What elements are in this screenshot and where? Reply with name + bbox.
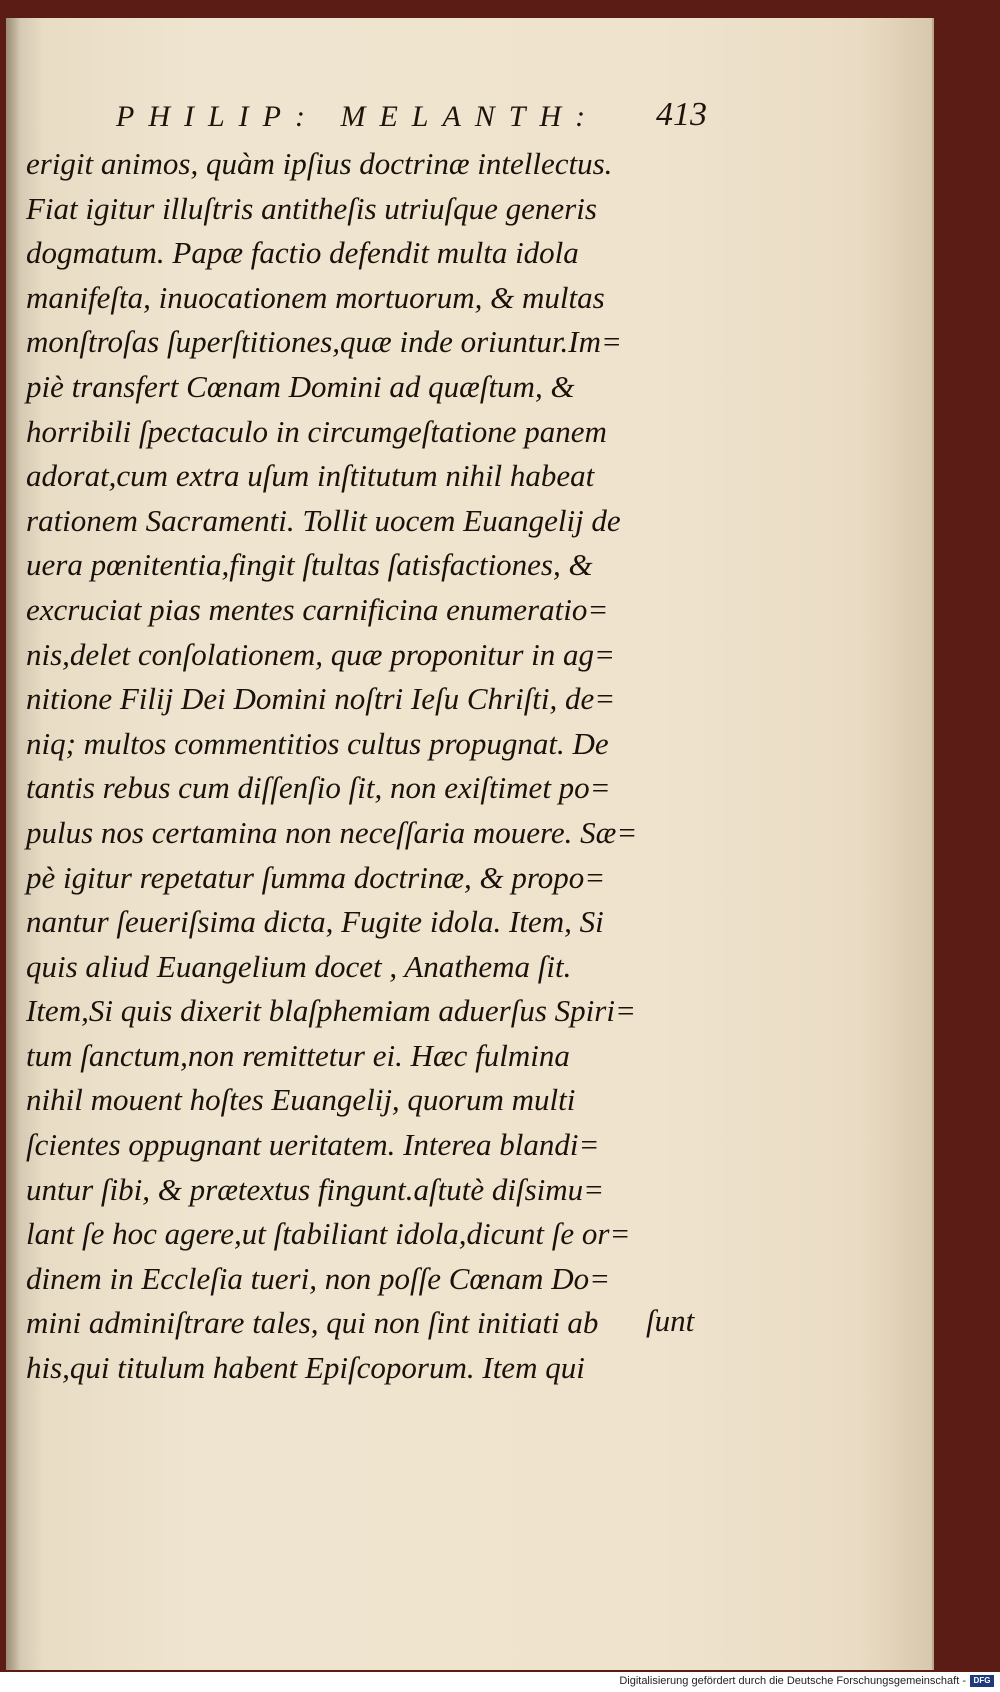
binding-edge bbox=[6, 18, 20, 1670]
text-line: uera pœnitentia,fingit ſtultas ſatisfactiones, & bbox=[26, 547, 593, 583]
text-line: monſtroſas ſuperſtitiones,quæ inde oriuntur.Im= bbox=[26, 324, 622, 360]
text-line: ſcientes oppugnant ueritatem. Interea blandi= bbox=[26, 1127, 600, 1163]
text-line: untur ſibi, & prætextus fingunt.aſtutè diſsimu= bbox=[26, 1171, 605, 1207]
text-line: nihil mouent hoſtes Euangelij, quorum multi bbox=[26, 1082, 576, 1118]
footer-credit: Digitalisierung gefördert durch die Deutsche Forschungsgemeinschaft - bbox=[619, 1675, 966, 1687]
text-line: erigit animos, quàm ipſius doctrinæ intellectus. bbox=[26, 146, 613, 181]
text-line: pè igitur repetatur ſumma doctrinæ, & propo= bbox=[26, 859, 606, 895]
catchword: ſunt bbox=[646, 1303, 695, 1338]
text-line: tum ſanctum,non remittetur ei. Hæc fulmina bbox=[26, 1037, 570, 1073]
text-line: rationem Sacramenti. Tollit uocem Euangelij de bbox=[26, 502, 621, 538]
page-number: 413 bbox=[656, 96, 707, 133]
body-text bbox=[26, 142, 726, 1391]
text-line: adorat,cum extra uſum inſtitutum nihil habeat bbox=[26, 458, 595, 494]
text-line: piè transfert Cœnam Domini ad quæſtum, & bbox=[26, 368, 575, 404]
text-line: niq; multos commentitios cultus propugnat. De bbox=[26, 725, 609, 761]
running-head: PHILIP: MELANTH: bbox=[116, 100, 600, 133]
text-line: nis,delet conſolationem, quæ proponitur in ag= bbox=[26, 636, 615, 672]
text-line: his,qui titulum habent Epiſcoporum. Item qui bbox=[26, 1350, 585, 1386]
text-line: nitione Filij Dei Domini noſtri Ieſu Chriſti, de= bbox=[26, 681, 616, 717]
text-line: quis aliud Euangelium docet , Anathema ſit. bbox=[26, 948, 572, 984]
text-line: mini adminiſtrare tales, qui non ſint initiati ab bbox=[26, 1305, 599, 1341]
text-line: Fiat igitur illuſtris antitheſis utriuſque generis bbox=[26, 190, 597, 226]
text-line: excruciat pias mentes carnificina enumeratio= bbox=[26, 591, 609, 627]
text-line: manifeſta, inuocationem mortuorum, & multas bbox=[26, 279, 605, 315]
text-line: pulus nos certamina non neceſſaria mouere. Sæ= bbox=[26, 814, 638, 850]
text-line: nantur ſeueriſsima dicta, Fugite idola. Item, Si bbox=[26, 904, 604, 940]
text-line: dinem in Eccleſia tueri, non poſſe Cœnam Do= bbox=[26, 1260, 611, 1296]
text-line: tantis rebus cum diſſenſio ſit, non exiſtimet po= bbox=[26, 770, 611, 806]
text-line: horribili ſpectaculo in circumgeſtatione panem bbox=[26, 413, 607, 449]
text-line: Item,Si quis dixerit blaſphemiam aduerſus Spiri= bbox=[26, 993, 636, 1029]
book-page bbox=[6, 18, 934, 1670]
dfg-logo: DFG bbox=[970, 1675, 994, 1687]
text-line: lant ſe hoc agere,ut ſtabiliant idola,dicunt ſe or= bbox=[26, 1216, 631, 1252]
text-line: dogmatum. Papæ factio defendit multa idola bbox=[26, 235, 579, 271]
